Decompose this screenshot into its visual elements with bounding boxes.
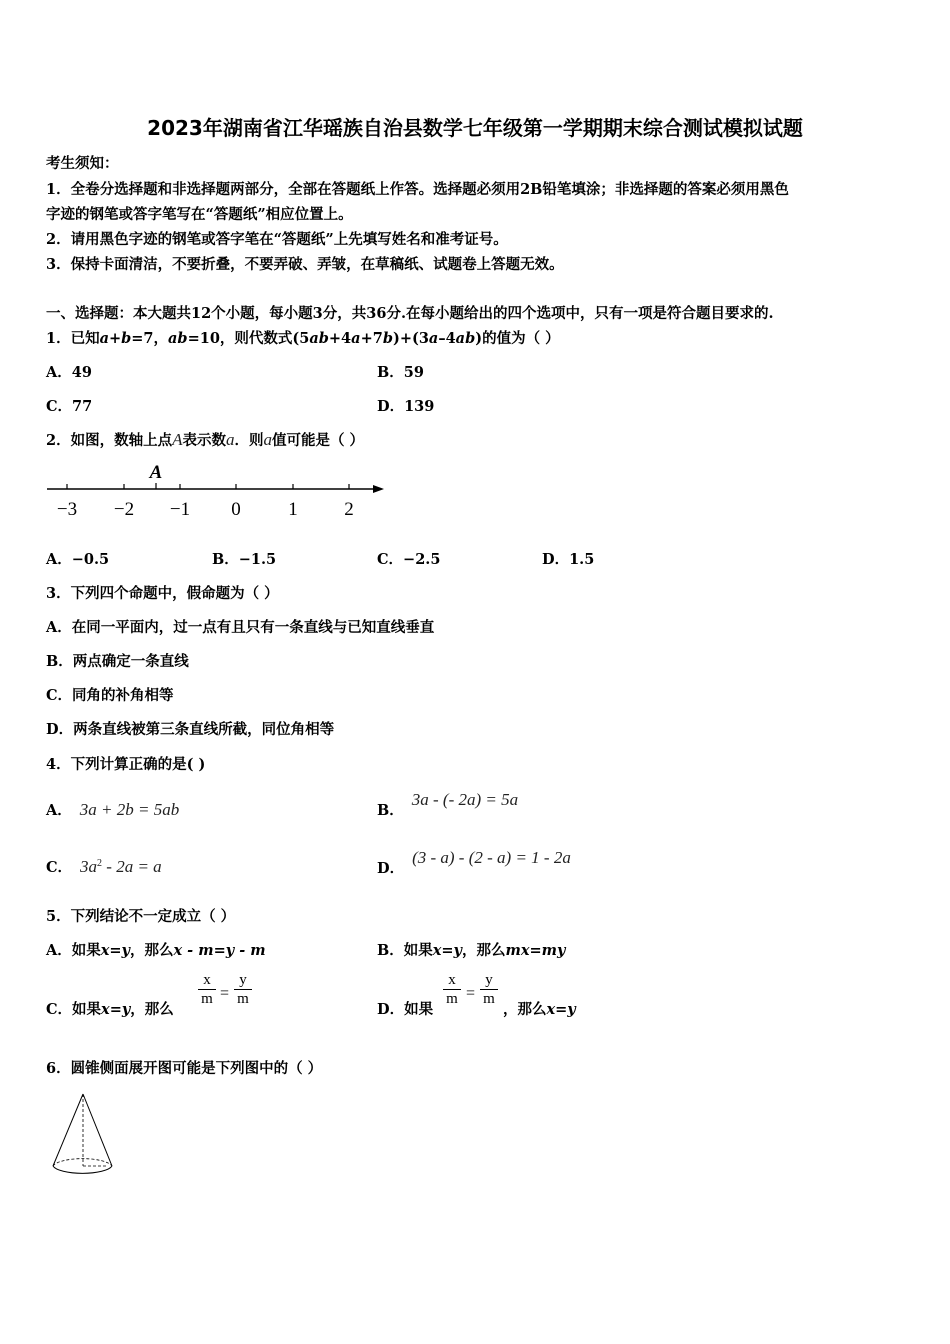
cone-base-front: [53, 1166, 112, 1173]
q2-var: a: [263, 430, 272, 449]
q3-option-d[interactable]: D．两条直线被第三条直线所截，同位角相等: [46, 721, 335, 738]
option-label: C．: [46, 859, 73, 876]
q5-d-fraction-right: [480, 972, 498, 1007]
q5-option-d-result[interactable]: [503, 998, 576, 1019]
q5-text: A．如果: [46, 942, 101, 959]
q5-c-equals: =: [220, 985, 230, 1002]
q2-option-d[interactable]: D．1.5: [542, 551, 595, 568]
q5-option-c[interactable]: [46, 998, 174, 1019]
q2-text: 值可能是（ ）: [271, 432, 365, 449]
q4-option-b[interactable]: [377, 789, 519, 819]
q5-math: x=y: [101, 1001, 131, 1018]
q5-c-fraction-right: [234, 972, 252, 1007]
question-5-stem: 5．下列结论不一定成立（ ）: [46, 908, 236, 925]
q5-c-fraction-left: [198, 972, 216, 1007]
tick-label: 2: [344, 499, 354, 520]
question-6-stem: 6．圆锥侧面展开图可能是下列图中的（ ）: [46, 1060, 323, 1077]
q1-var: ab: [309, 330, 329, 347]
q1-text: 1．已知: [46, 330, 100, 347]
q5-option-a[interactable]: [46, 939, 266, 960]
fraction-bar: [480, 989, 498, 990]
q1-text: –4: [438, 330, 456, 347]
q5-math: x=y: [100, 942, 130, 959]
q1-option-b[interactable]: B．59: [377, 364, 424, 381]
option-label: D．: [377, 860, 405, 877]
q1-text: )+(3: [392, 330, 429, 347]
question-2-stem: [46, 429, 364, 450]
q1-text: +7: [360, 330, 383, 347]
notice-line-2: 2．请用黑色字迹的钢笔或答字笔在“答题纸”上先填写姓名和准考证号。: [46, 231, 508, 248]
q1-var: a: [351, 330, 361, 347]
q4-c-expression: 3a: [80, 857, 98, 876]
denominator: m: [483, 991, 495, 1007]
q1-var: ab: [168, 330, 188, 347]
tick-label: 1: [288, 499, 298, 520]
q5-text: ，那么: [462, 942, 506, 959]
notice-line-1b: 字迹的钢笔或答字笔写在“答题纸”相应位置上。: [46, 206, 353, 223]
notice-heading: 考生须知：: [46, 155, 119, 172]
notice-line-1a: 1．全卷分选择题和非选择题两部分，全部在答题纸上作答。选择题必须用2B铅笔填涂；非选择题的答案必须用黑色: [46, 181, 789, 198]
q5-text: ，那么: [129, 942, 174, 959]
fraction-bar: [234, 989, 252, 990]
q4-c-exponent: 2: [97, 858, 103, 870]
q4-a-expression: 3a + 2b = 5ab: [79, 800, 180, 819]
q4-c-expression: - 2a = a: [102, 857, 162, 876]
q3-option-c[interactable]: C．同角的补角相等: [46, 687, 174, 704]
option-label: B．: [377, 802, 404, 819]
denominator: m: [237, 991, 249, 1007]
q5-d-equals: =: [466, 985, 476, 1002]
q1-text: =10，则代数式(5: [187, 330, 310, 347]
q1-option-c[interactable]: C．77: [46, 398, 93, 415]
q5-option-d-label[interactable]: D．如果: [377, 1001, 434, 1018]
q5-option-b[interactable]: [377, 939, 565, 960]
tick-label: −1: [169, 499, 191, 520]
q2-text: 2．如图，数轴上点: [46, 432, 173, 449]
notice-line-3: 3．保持卡面清洁，不要折叠，不要弄破、弄皱，在草稿纸、试题卷上答题无效。: [46, 256, 564, 273]
q5-text: ，那么: [130, 1001, 174, 1018]
q2-var: a: [225, 430, 235, 449]
q5-math: x - m=y - m: [173, 942, 266, 959]
number-line-figure: [44, 458, 388, 522]
q1-var: ab: [455, 330, 476, 347]
tick-label: −2: [113, 499, 135, 520]
q4-b-expression: 3a - (- 2a) = 5a: [411, 790, 519, 809]
q1-option-a[interactable]: A．49: [46, 364, 92, 381]
q5-d-fraction-left: [443, 972, 461, 1007]
fraction-bar: [443, 989, 461, 990]
denominator: m: [446, 991, 458, 1007]
question-4-stem: 4．下列计算正确的是( ): [46, 756, 206, 773]
q1-var: a: [428, 330, 439, 347]
question-3-stem: 3．下列四个命题中，假命题为（ ）: [46, 585, 279, 602]
numerator: y: [239, 972, 247, 988]
q4-option-c[interactable]: [46, 856, 162, 877]
q5-math: mx=my: [505, 942, 566, 959]
q2-text: 表示数: [182, 432, 226, 449]
q1-text: =7，: [131, 330, 169, 347]
q5-text: B．如果: [377, 942, 433, 959]
cone-figure: [48, 1090, 120, 1186]
cone-slant-right: [83, 1094, 112, 1166]
q4-d-expression: (3 - a) - (2 - a) = 1 - 2a: [412, 848, 571, 867]
q1-text: )的值为（ ）: [475, 330, 560, 347]
q3-option-a[interactable]: A．在同一平面内，过一点有且只有一条直线与已知直线垂直: [46, 619, 435, 636]
cone-slant-left: [53, 1094, 83, 1166]
q5-text: C．如果: [46, 1001, 102, 1018]
q1-var: a+b: [99, 330, 132, 347]
q2-option-b[interactable]: B．−1.5: [212, 551, 277, 568]
option-label: A．: [46, 802, 72, 819]
tick-label: 0: [231, 499, 241, 520]
denominator: m: [201, 991, 213, 1007]
q4-option-d[interactable]: [377, 847, 571, 877]
numerator: x: [448, 972, 456, 988]
section-heading: 一、选择题：本大题共12个小题，每小题3分，共36分.在每小题给出的四个选项中，只有一项是符合题目要求的.: [46, 305, 774, 322]
point-a-label: A: [149, 462, 163, 483]
cone-base-back: [53, 1159, 112, 1166]
q4-option-a[interactable]: [46, 799, 179, 820]
page-title: 2023年湖南省江华瑶族自治县数学七年级第一学期期末综合测试模拟试题: [147, 116, 803, 140]
q2-text: ．则: [234, 432, 264, 449]
q5-text: ，那么: [503, 1001, 547, 1018]
fraction-bar: [198, 989, 216, 990]
q2-var: A: [172, 430, 183, 449]
q1-option-d[interactable]: D．139: [377, 398, 435, 415]
q2-option-c[interactable]: C．−2.5: [377, 551, 441, 568]
q2-option-a[interactable]: A．−0.5: [46, 551, 110, 568]
q3-option-b[interactable]: B．两点确定一条直线: [46, 653, 189, 670]
q5-math: x=y: [432, 942, 462, 959]
numerator: y: [485, 972, 493, 988]
question-1-stem: [46, 327, 560, 348]
q1-text: +4: [328, 330, 352, 347]
numerator: x: [203, 972, 211, 988]
q5-math: x=y: [546, 1001, 576, 1018]
q1-var: b: [382, 330, 393, 347]
tick-label: −3: [56, 499, 78, 520]
number-line-arrow: [373, 485, 384, 493]
